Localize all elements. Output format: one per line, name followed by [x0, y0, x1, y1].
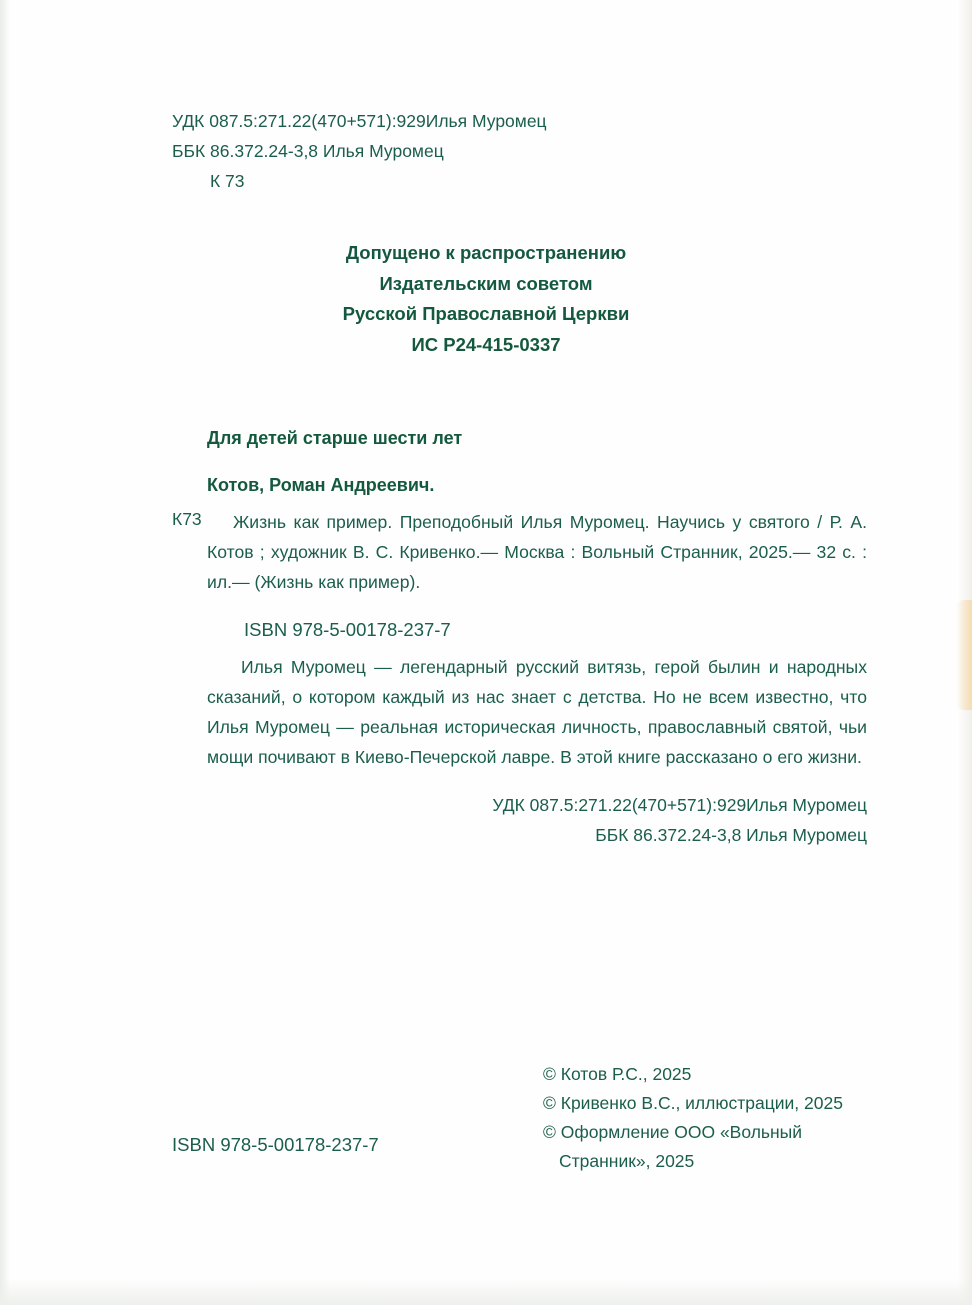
approval-line-3: Русской Православной Церкви: [342, 303, 630, 324]
bibliographic-index: К73: [172, 509, 202, 529]
copyright-author: © Котов Р.С., 2025: [543, 1064, 692, 1084]
approval-line-1: Допущено к распространению: [345, 242, 627, 263]
author-sign-code: К 73: [210, 171, 245, 191]
approval-block: [0, 238, 972, 360]
udk-code-top: УДК 087.5:271.22(470+571):929Илья Муромец: [172, 111, 547, 131]
copyright-block: [543, 1060, 843, 1176]
classification-block-repeat: [300, 790, 867, 850]
isbn-bottom: ISBN 978-5-00178-237-7: [172, 1134, 379, 1155]
book-annotation: Илья Муромец — легендарный русский витязь, герой былин и народных сказаний, о котором каждый из нас знает с детства. Но не всем известно, что Илья Муромец — реальная историческая личность, православный святой, чьи мощи почивают в Киево-Печерской лавре. В этой книге рассказано о его жизни.: [207, 657, 867, 767]
bbk-code-top: ББК 86.372.24-3,8 Илья Муромец: [172, 141, 444, 161]
approval-reference-number: ИС Р24-415-0337: [411, 333, 561, 355]
copyright-publisher-cont: Странник», 2025: [559, 1151, 695, 1171]
bibliographic-description: Жизнь как пример. Преподобный Илья Муромец. Научись у святого / Р. А. Котов ; художник В. С. Кривенко.— Москва : Вольный Странник, 2025.— 32 с. : ил.— (Жизнь как пример).: [207, 512, 867, 592]
copyright-publisher: © Оформление ООО «Вольный: [543, 1122, 803, 1142]
bbk-code-repeat: ББК 86.372.24-3,8 Илья Муромец: [595, 825, 867, 845]
isbn-annotation: ISBN 978-5-00178-237-7: [244, 619, 451, 640]
udk-code-repeat: УДК 087.5:271.22(470+571):929Илья Муромец: [492, 795, 867, 815]
classification-block-top: [172, 106, 547, 196]
author-name: Котов, Роман Андреевич.: [207, 475, 435, 495]
copyright-illustrator: © Кривенко В.С., иллюстрации, 2025: [543, 1093, 843, 1113]
approval-line-2: Издательским советом: [379, 272, 593, 294]
age-rating-note: Для детей старше шести лет: [207, 428, 463, 448]
